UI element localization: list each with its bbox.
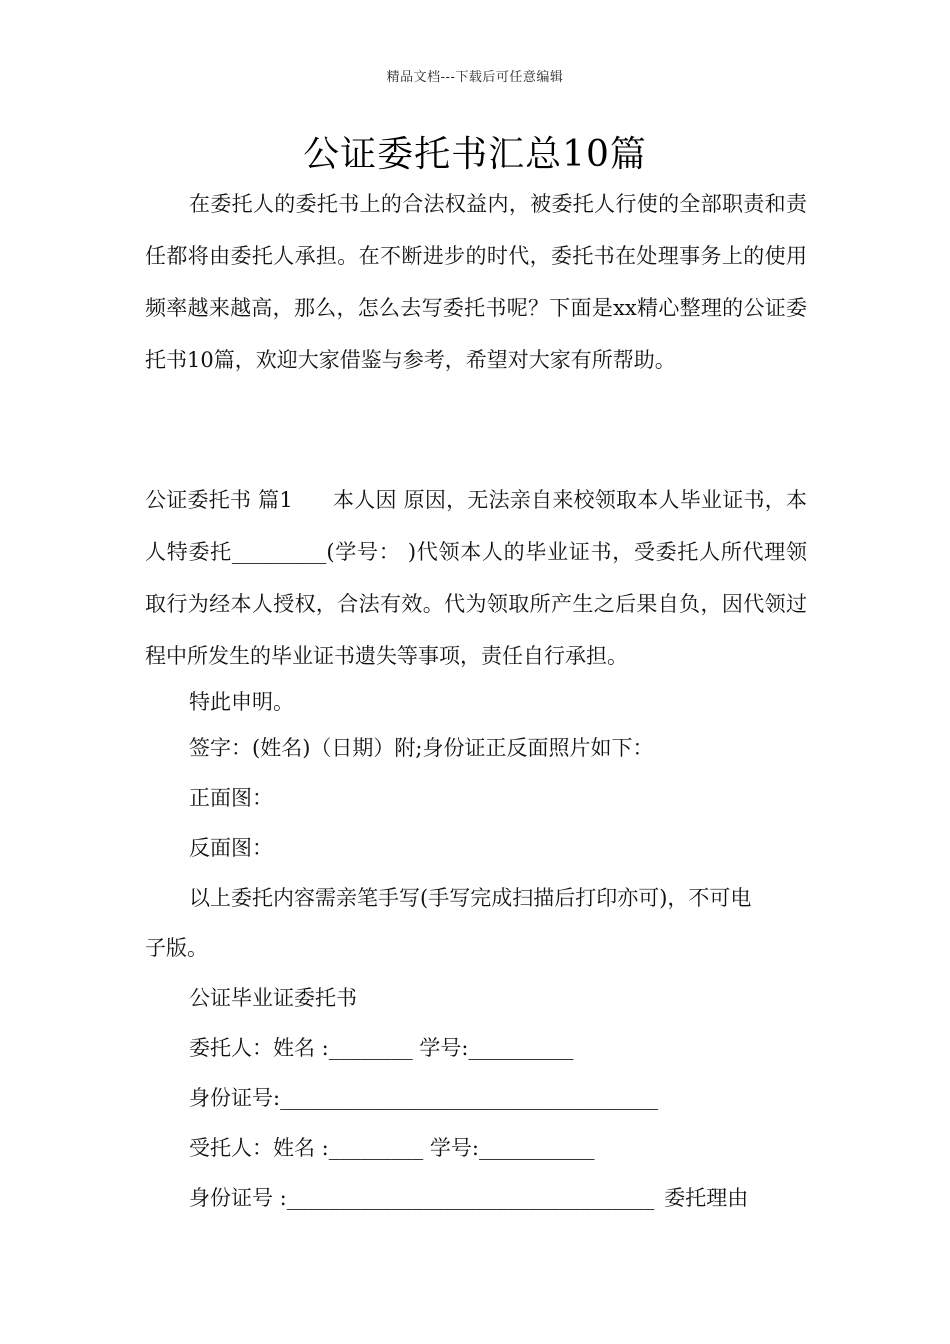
document-title: 公证委托书汇总10篇 [303,134,647,175]
section1-body: 本人因 原因，无法亲自来校领取本人毕业证书，本人特委托_________(学号： )代领本人的毕业证书，受委托人所代理领取行为经本人授权，合法有效。代为领取所产生之后果自负，因代领过程中所发生的毕业证书遗失等事项，责任自行承担。 [145,488,807,668]
client-id-line: 身份证号:____________________________________ [189,1086,659,1110]
agent-id-line [189,1172,748,1224]
agent-name-line: 受托人：姓名 :_________ 学号:___________ [189,1136,595,1160]
form-title: 公证毕业证委托书 [189,986,357,1010]
handwrite-note: 以上委托内容需亲笔手写(手写完成扫描后打印亦可)，不可电 [189,886,752,910]
page-header: 精品文档---下载后可任意编辑 [386,70,564,85]
front-image-label: 正面图： [189,786,273,810]
signature-line: 签字：(姓名)（日期）附;身份证正反面照片如下： [189,736,654,760]
intro-paragraph: 在委托人的委托书上的合法权益内，被委托人行使的全部职责和责任都将由委托人承担。在不断进步的时代，委托书在处理事务上的使用频率越来越高，那么，怎么去写委托书呢？下面是xx精心整理的公证委托书10篇，欢迎大家借鉴与参考，希望对大家有所帮助。 [145,192,807,372]
section1-paragraph [145,474,807,682]
client-name-line: 委托人：姓名 :________ 学号:__________ [189,1036,574,1060]
handwrite-note-cont: 子版。 [145,936,208,960]
declare-line: 特此申明。 [189,690,294,714]
section1-heading: 公证委托书 篇1 [145,488,293,512]
back-image-label: 反面图： [189,836,273,860]
reason-label: 委托理由 [664,1186,749,1210]
agent-id-field: 身份证号 :___________________________________ [189,1186,655,1210]
